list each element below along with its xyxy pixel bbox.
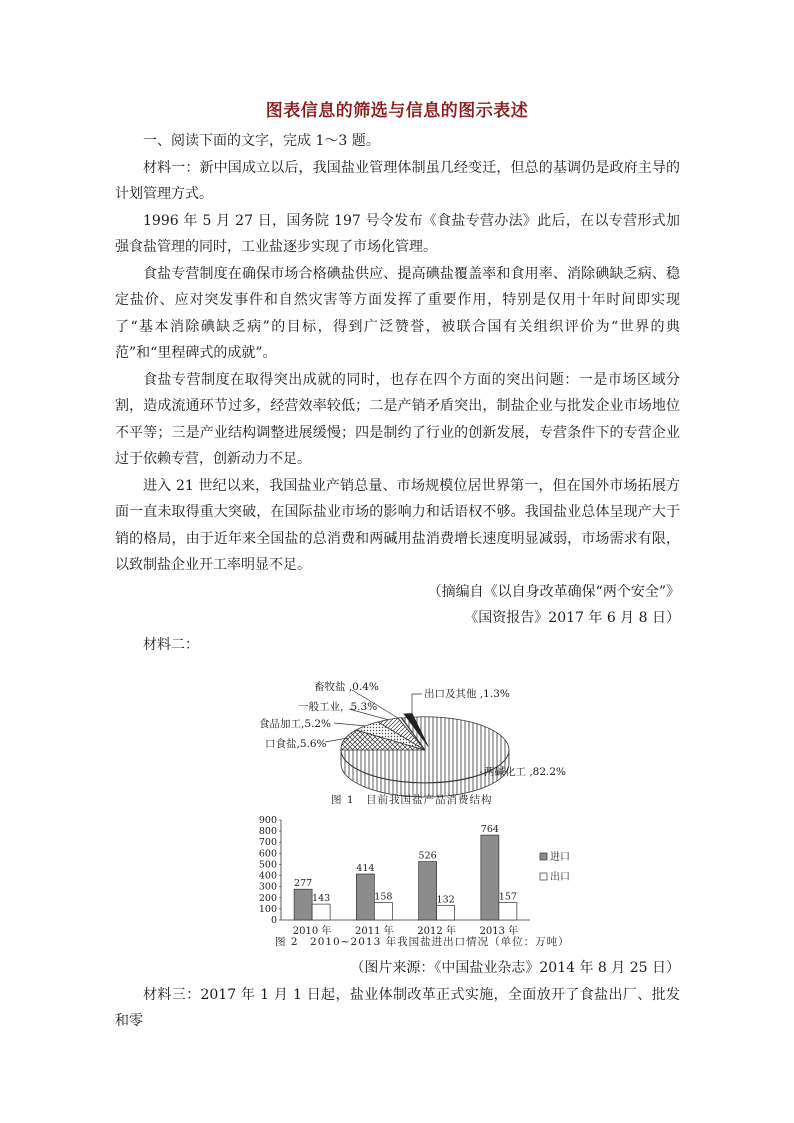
material3-paragraph: 材料三：2017 年 1 月 1 日起，盐业体制改革正式实施，全面放开了食盐出厂、批发和零 — [115, 986, 680, 1029]
y-tick-label: 900 — [258, 815, 277, 826]
x-tick-label: 2011 年 — [355, 926, 394, 937]
bar-value-label: 414 — [356, 863, 375, 874]
y-tick-label: 200 — [258, 892, 277, 904]
bar-value-label: 158 — [374, 891, 393, 903]
pie-label-alkali: 两碱化工 ,82.2% — [484, 766, 567, 778]
bar-export — [437, 905, 455, 920]
bar-chart-y-ticks — [259, 815, 277, 926]
x-tick-label: 2012 年 — [417, 926, 456, 937]
x-tick-label: 2013 年 — [479, 926, 519, 937]
pie-label-export: 出口及其他 ,1.3% — [424, 688, 510, 700]
bar-chart-caption: 图 2 2010~2013 年我国盐进出口情况（单位：万吨） — [275, 936, 570, 948]
leader-line-food — [334, 723, 366, 726]
bar-value-label: 143 — [312, 893, 331, 905]
pie-chart-caption: 图 1 目前我国盐产品消费结构 — [331, 794, 493, 806]
legend-label: 进口 — [550, 852, 570, 863]
bar-chart-figure-2 — [0, 812, 794, 952]
bar-export — [374, 902, 392, 920]
y-tick-label: 600 — [258, 848, 277, 860]
intro-line: 一、阅读下面的文字，完成 1～3 题。 — [143, 133, 380, 149]
pie-label-general: 一般工业，5.3% — [298, 701, 378, 713]
material1-paragraph-5: 进入 21 世纪以来，我国盐业产销总量、市场规模位居世界第一，但在国外市场拓展方面一直未取得重大突破，在国际盐业市场的影响力和话语权不够。我国盐业总体呈现产大于销的格局，由于近年来全国盐的总消费和两碱用盐消费增长速度明显减弱，市场需求有限，以致制盐企业开工率明显不足。 — [115, 477, 680, 573]
page-title: 图表信息的筛选与信息的图示表述 — [265, 101, 529, 121]
tail-section — [115, 955, 680, 1035]
material1-paragraph-2: 1996 年 5 月 27 日，国务院 197 号令发布《食盐专营办法》此后，在以专营形式加强食盐管理的同时，工业盐逐步实现了市场化管理。 — [115, 212, 680, 255]
material2-label: 材料二： — [143, 636, 199, 653]
bar-value-label: 277 — [294, 878, 313, 890]
y-tick-label: 0 — [270, 915, 277, 926]
material1-source-1: （摘编自《以自身改革确保“两个安全”》 — [427, 583, 680, 600]
legend-swatch — [540, 853, 547, 860]
bar-value-label: 157 — [498, 891, 517, 903]
bar-chart-bars — [294, 835, 517, 920]
bar-import — [481, 835, 499, 920]
bar-value-label: 764 — [480, 824, 499, 836]
leader-line-export — [412, 694, 422, 714]
pie-label-food: 食品加工,5.2% — [259, 718, 332, 730]
bar-import — [356, 874, 374, 920]
y-tick-label: 800 — [258, 826, 277, 838]
bar-value-label: 132 — [436, 894, 455, 906]
bar-export — [499, 903, 517, 920]
legend-label: 出口 — [550, 872, 570, 883]
y-tick-label: 100 — [258, 903, 277, 915]
pie-label-livestock: 畜牧盐 ,0.4% — [314, 681, 379, 693]
y-tick-label: 300 — [258, 881, 277, 893]
pie-chart-figure-1 — [0, 672, 794, 812]
y-tick-label: 500 — [258, 859, 277, 871]
material1-source-2: 《国资报告》2017 年 6 月 8 日） — [464, 610, 680, 626]
pie-label-edible: 口食盐,5.6% — [265, 738, 327, 750]
legend-swatch — [540, 873, 547, 880]
y-tick-label: 400 — [258, 870, 277, 882]
x-tick-label: 2010 年 — [292, 926, 332, 937]
bar-chart-legend — [540, 850, 570, 883]
material1-paragraph-4: 食盐专营制度在取得突出成就的同时，也存在四个方面的突出问题：一是市场区域分割，造成流通环节过多，经营效率较低；二是产销矛盾突出，制盐企业与批发企业市场地位不平等；三是产业结构调整进展缓慢；四是制约了行业的创新发展，专营条件下的专营企业过于依赖专营，创新动力不足。 — [115, 371, 680, 467]
bar-value-label: 526 — [418, 850, 437, 862]
material1-paragraph-1: 材料一：新中国成立以后，我国盐业管理体制虽几经变迁，但总的基调仍是政府主导的计划管理方式。 — [115, 159, 680, 202]
material1-section — [115, 128, 680, 658]
figure-source: （图片来源：《中国盐业杂志》2014 年 8 月 25 日） — [350, 960, 680, 976]
bar-import — [419, 862, 437, 920]
y-tick-label: 700 — [258, 837, 277, 849]
bar-export — [312, 904, 330, 920]
bar-import — [294, 889, 312, 920]
material1-paragraph-3: 食盐专营制度在确保市场合格碘盐供应、提高碘盐覆盖率和食用率、消除碘缺乏病、稳定盐价、应对突发事件和自然灾害等方面发挥了重要作用，特别是仅用十年时间即实现了“基本消除碘缺乏病”的目标，得到广泛赞誉，被联合国有关组织评价为“世界的典范”和“里程碑式的成就”。 — [115, 265, 680, 361]
